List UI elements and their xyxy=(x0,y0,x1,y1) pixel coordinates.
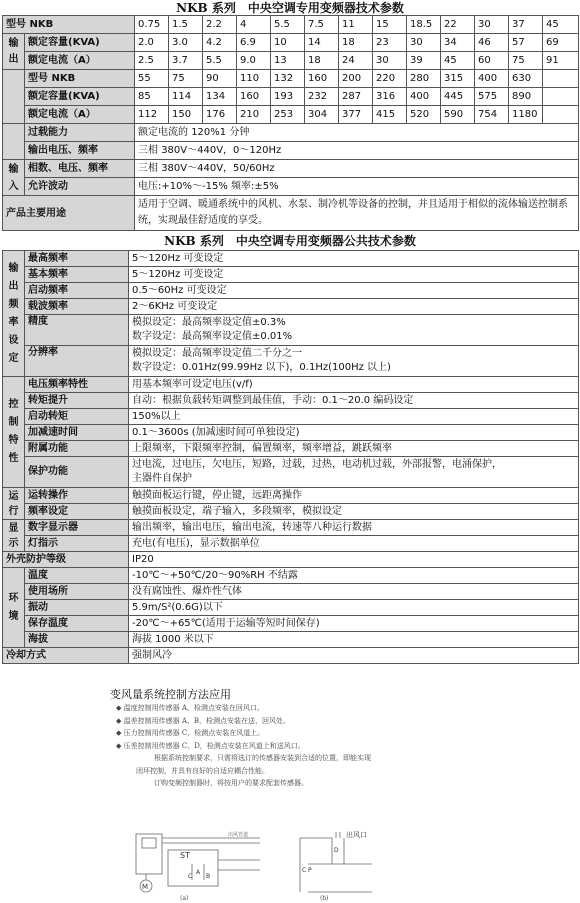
cell: 39 xyxy=(407,52,441,70)
cell: 110 xyxy=(237,70,271,88)
cell: 3.7 xyxy=(169,52,203,70)
cell: 210 xyxy=(237,106,271,124)
group-char: 输 xyxy=(8,37,19,49)
label-outlet: 出风口 xyxy=(346,831,367,839)
controller-box xyxy=(136,834,162,874)
cell: 46 xyxy=(475,34,509,52)
cell: 132 xyxy=(271,70,305,88)
group-char: 示 xyxy=(8,537,19,549)
group-char: 境 xyxy=(8,610,19,622)
row-label: 转矩提升 xyxy=(25,393,129,409)
phase-value: 三相 380V～440V，50/60Hz xyxy=(135,160,579,178)
value-line: 数字设定：0.01Hz(99.99Hz 以下)，0.1Hz(100Hz 以上) xyxy=(132,362,391,373)
row-label: 精度 xyxy=(25,315,129,346)
display-box xyxy=(142,838,156,848)
note-line: 订购变频控制器时，将按用户的要求配套传感器。 xyxy=(154,779,308,787)
row-label: 温度 xyxy=(25,568,129,584)
group-spacer xyxy=(3,70,25,124)
group-char: 运 xyxy=(8,490,19,502)
note-line: 根据系统控制要求，只需将选订的传感器安装到合适的位置，即能实现 xyxy=(154,754,371,762)
cell: 287 xyxy=(339,88,373,106)
diagram-b xyxy=(300,832,372,892)
cell: 60 xyxy=(475,52,509,70)
group-control xyxy=(3,377,25,488)
cell: 220 xyxy=(373,70,407,88)
cell: 200 xyxy=(339,70,373,88)
cell: 112 xyxy=(135,106,169,124)
diagram-a xyxy=(136,834,260,892)
overload-row xyxy=(3,124,579,142)
cur-row-a xyxy=(3,52,579,70)
row-value: 触摸面板运行键，停止键，远距离操作 xyxy=(129,488,579,504)
cell: 30 xyxy=(475,16,509,34)
row-label: 基本频率 xyxy=(25,267,129,283)
cell: 85 xyxy=(135,88,169,106)
row-value xyxy=(129,457,579,488)
row-label: 频率设定 xyxy=(25,504,129,520)
row-value: 输出频率，输出电压，输出电流，转速等八种运行数据 xyxy=(129,520,579,536)
cell: 160 xyxy=(237,88,271,106)
cap-label-2: 额定容量(KVA) xyxy=(25,88,135,106)
note-line: 闭环控制，并具有良好的自适应耦合性能。 xyxy=(136,766,269,775)
group-run xyxy=(3,488,25,520)
row-label: 保存温度 xyxy=(25,616,129,632)
group-char: 定 xyxy=(8,352,19,364)
label-a: A xyxy=(196,869,201,876)
usage-label: 产品主要用途 xyxy=(3,196,135,231)
row-value: 强制风冷 xyxy=(129,648,579,664)
cell: 176 xyxy=(203,106,237,124)
group-char: 特 xyxy=(8,435,19,446)
group-char: 环 xyxy=(8,592,19,604)
row-label: 使用场所 xyxy=(25,584,129,600)
row-value: IP20 xyxy=(129,552,579,568)
label-b: B xyxy=(206,873,211,880)
cell: 890 xyxy=(509,88,543,106)
cell: 7.5 xyxy=(305,16,339,34)
cell: 22 xyxy=(441,16,475,34)
application-title: 变风量系统控制方法应用 xyxy=(110,688,231,701)
cell: 4 xyxy=(237,16,271,34)
row-label: 运转操作 xyxy=(25,488,129,504)
outvf-row xyxy=(3,142,579,160)
cell: 575 xyxy=(475,88,509,106)
cell: 10 xyxy=(271,34,305,52)
row-value: -20℃～+65℃(适用于运输等短时间保存) xyxy=(129,616,579,632)
common-spec-table xyxy=(2,250,579,664)
cur-label-2: 额定电流（A） xyxy=(25,106,135,124)
cell: 316 xyxy=(373,88,407,106)
cell: 114 xyxy=(169,88,203,106)
cell: 30 xyxy=(407,34,441,52)
cell xyxy=(543,70,579,88)
cell: 5.5 xyxy=(203,52,237,70)
row-label: 加减速时间 xyxy=(25,425,129,441)
st-box xyxy=(168,850,218,886)
row-value: 触摸面板设定，端子输入，多段频率，模拟设定 xyxy=(129,504,579,520)
label-d: D xyxy=(334,847,339,854)
cell: 3.0 xyxy=(169,34,203,52)
row-value: 5.9m/S²(0.6G)以下 xyxy=(129,600,579,616)
cell: 134 xyxy=(203,88,237,106)
caption-a: (a) xyxy=(180,895,189,902)
cell: 24 xyxy=(339,52,373,70)
row-label: 分辨率 xyxy=(25,346,129,377)
model-row-a xyxy=(3,16,579,34)
cell: 45 xyxy=(441,52,475,70)
cell: 75 xyxy=(509,52,543,70)
row-label: 电压频率特性 xyxy=(25,377,129,393)
fluct-value: 电压:+10%～-15% 频率:±5% xyxy=(135,178,579,196)
group-char: 性 xyxy=(8,453,19,464)
group-char: 设 xyxy=(8,334,19,346)
row-label: 数字显示器 xyxy=(25,520,129,536)
note-line: ◆ 压差控制用传感器 C、D，检测点安装在风道上和送风口。 xyxy=(116,741,305,750)
cell: 520 xyxy=(407,106,441,124)
model-label: 型号 NKB xyxy=(3,16,135,34)
row-label: 启动转矩 xyxy=(25,409,129,425)
overload-value: 额定电流的 120%1 分钟 xyxy=(135,124,579,142)
cell: 55 xyxy=(135,70,169,88)
cap-label: 额定容量(KVA) xyxy=(25,34,135,52)
value-line: 数字设定：最高频率设定值±0.01% xyxy=(132,331,293,342)
phase-row xyxy=(3,160,579,178)
cell: 1180 xyxy=(509,106,543,124)
overload-label: 过载能力 xyxy=(25,124,135,142)
cell: 2.2 xyxy=(203,16,237,34)
cell: 90 xyxy=(203,70,237,88)
row-value: 2～6KHz 可变设定 xyxy=(129,299,579,315)
usage-row xyxy=(3,196,579,231)
row-value: 海拔 1000 米以下 xyxy=(129,632,579,648)
row-value: 用基本频率可设定电压(v/f) xyxy=(129,377,579,393)
cell: 253 xyxy=(271,106,305,124)
label-c-b: C xyxy=(302,867,307,874)
row-label: 振动 xyxy=(25,600,129,616)
cell: 754 xyxy=(475,106,509,124)
cell: 160 xyxy=(305,70,339,88)
phase-label: 相数、电压、频率 xyxy=(25,160,135,178)
cell: 18.5 xyxy=(407,16,441,34)
group-char: 频 xyxy=(8,298,19,310)
row-value: 150%以上 xyxy=(129,409,579,425)
control-diagram xyxy=(120,830,540,902)
spec-table-title: NKB 系列 中央空调专用变频器技术参数 xyxy=(176,1,404,15)
row-value: 0.1～3600s (加减速时间可单独设定) xyxy=(129,425,579,441)
cell: 400 xyxy=(407,88,441,106)
cell: 69 xyxy=(543,34,579,52)
cur-label: 额定电流（A） xyxy=(25,52,135,70)
outvf-value: 三相 380V～440V，0～120Hz xyxy=(135,142,579,160)
note-line: ◆ 压力控制用传感器 C，检测点安装在风道上。 xyxy=(116,729,265,737)
cell: 5.5 xyxy=(271,16,305,34)
group-input xyxy=(3,160,25,196)
model-row-b xyxy=(3,70,579,88)
group-char: 制 xyxy=(8,417,19,428)
group-char: 输 xyxy=(8,163,19,175)
row-value xyxy=(129,346,579,377)
group-display xyxy=(3,520,25,552)
value-line: 模拟设定：最高频率设定值±0.3% xyxy=(132,317,286,328)
row-value: 自动：根据负载转矩调整到最佳值，手动：0.1～20.0 编码设定 xyxy=(129,393,579,409)
cell: 11 xyxy=(339,16,373,34)
value-line: 过电流，过电压，欠电压，短路，过载，过热，电动机过载，外部报警，电涌保护， xyxy=(132,459,502,470)
usage-value: 适用于空调、暖通系统中的风机、水泵、制冷机等设备的控制，并且适用于相似的流体输送控制系统，实现最佳舒适度的享受。 xyxy=(135,196,579,231)
group-char: 出 xyxy=(8,53,19,65)
cell: 445 xyxy=(441,88,475,106)
value-line: 模拟设定：最高频率设定值二千分之一 xyxy=(132,348,302,359)
group-char: 控 xyxy=(8,399,19,410)
group-output-freq xyxy=(3,251,25,377)
cell: 15 xyxy=(373,16,407,34)
cell: 280 xyxy=(407,70,441,88)
label-m: M xyxy=(142,883,149,891)
cell: 2.5 xyxy=(135,52,169,70)
row-label: 附属功能 xyxy=(25,441,129,457)
cell: 34 xyxy=(441,34,475,52)
row-value: -10℃～+50℃/20～90%RH 不结露 xyxy=(129,568,579,584)
row-label: 启动频率 xyxy=(25,283,129,299)
cell: 1.5 xyxy=(169,16,203,34)
cell: 18 xyxy=(305,52,339,70)
cell xyxy=(543,88,579,106)
row-label: 灯指示 xyxy=(25,536,129,552)
row-value: 0.5～60Hz 可变设定 xyxy=(129,283,579,299)
row-label: 外壳防护等级 xyxy=(3,552,129,568)
cell: 30 xyxy=(373,52,407,70)
application-notes xyxy=(116,702,371,790)
model-label-2: 型号 NKB xyxy=(25,70,135,88)
cell: 304 xyxy=(305,106,339,124)
spec-table xyxy=(2,15,579,231)
cell: 6.9 xyxy=(237,34,271,52)
cell: 2.0 xyxy=(135,34,169,52)
cell: 57 xyxy=(509,34,543,52)
value-line: 主器件自保护 xyxy=(132,473,192,484)
cell: 45 xyxy=(543,16,579,34)
cell: 75 xyxy=(169,70,203,88)
group-char: 入 xyxy=(8,180,19,192)
group-char: 输 xyxy=(8,262,19,274)
row-value: 没有腐蚀性、爆炸性气体 xyxy=(129,584,579,600)
fluct-row xyxy=(3,178,579,196)
outvf-label: 输出电压、频率 xyxy=(25,142,135,160)
cell: 4.2 xyxy=(203,34,237,52)
row-value xyxy=(129,315,579,346)
note-line: ◆ 温差控制用传感器 A、B，检测点安装在送、回风处。 xyxy=(116,716,291,725)
cell: 23 xyxy=(373,34,407,52)
label-st: ST xyxy=(180,851,190,860)
cell: 18 xyxy=(339,34,373,52)
group-output xyxy=(3,34,25,70)
cell: 0.75 xyxy=(135,16,169,34)
group-char: 率 xyxy=(8,316,19,328)
cell: 590 xyxy=(441,106,475,124)
cell: 91 xyxy=(543,52,579,70)
label-c: C xyxy=(188,873,193,880)
label-p: P xyxy=(308,867,312,874)
row-label: 海拔 xyxy=(25,632,129,648)
fluct-label: 允许波动 xyxy=(25,178,135,196)
row-label: 保护功能 xyxy=(25,457,129,488)
cap-row-a xyxy=(3,34,579,52)
row-value: 5～120Hz 可变设定 xyxy=(129,267,579,283)
cell: 232 xyxy=(305,88,339,106)
cell: 13 xyxy=(271,52,305,70)
cell: 630 xyxy=(509,70,543,88)
group-spacer-2 xyxy=(3,124,25,160)
cell xyxy=(543,106,579,124)
caption-b: (b) xyxy=(320,895,329,902)
cell: 14 xyxy=(305,34,339,52)
group-char: 显 xyxy=(8,522,19,534)
row-value: 5～120Hz 可变设定 xyxy=(129,251,579,267)
row-value: 上限频率，下限频率控制，偏置频率，频率增益，跳跃频率 xyxy=(129,441,579,457)
row-label: 载波频率 xyxy=(25,299,129,315)
note-line: ◆ 温度控制用传感器 A。检测点安装在回风口。 xyxy=(116,704,264,712)
cell: 400 xyxy=(475,70,509,88)
cell: 37 xyxy=(509,16,543,34)
cell: 315 xyxy=(441,70,475,88)
group-char: 出 xyxy=(8,280,19,292)
cur-row-b xyxy=(3,106,579,124)
row-value: 充电(有电压)，显示数据单位 xyxy=(129,536,579,552)
group-environment xyxy=(3,568,25,648)
cell: 150 xyxy=(169,106,203,124)
cap-row-b xyxy=(3,88,579,106)
common-table-title: NKB 系列 中央空调专用变频器公共技术参数 xyxy=(164,234,416,248)
cell: 377 xyxy=(339,106,373,124)
row-label: 冷却方式 xyxy=(3,648,129,664)
row-label: 最高频率 xyxy=(25,251,129,267)
label-duct: 出风管道 xyxy=(228,832,249,838)
cell: 193 xyxy=(271,88,305,106)
group-char: 行 xyxy=(8,505,19,517)
cell: 415 xyxy=(373,106,407,124)
cell: 9.0 xyxy=(237,52,271,70)
